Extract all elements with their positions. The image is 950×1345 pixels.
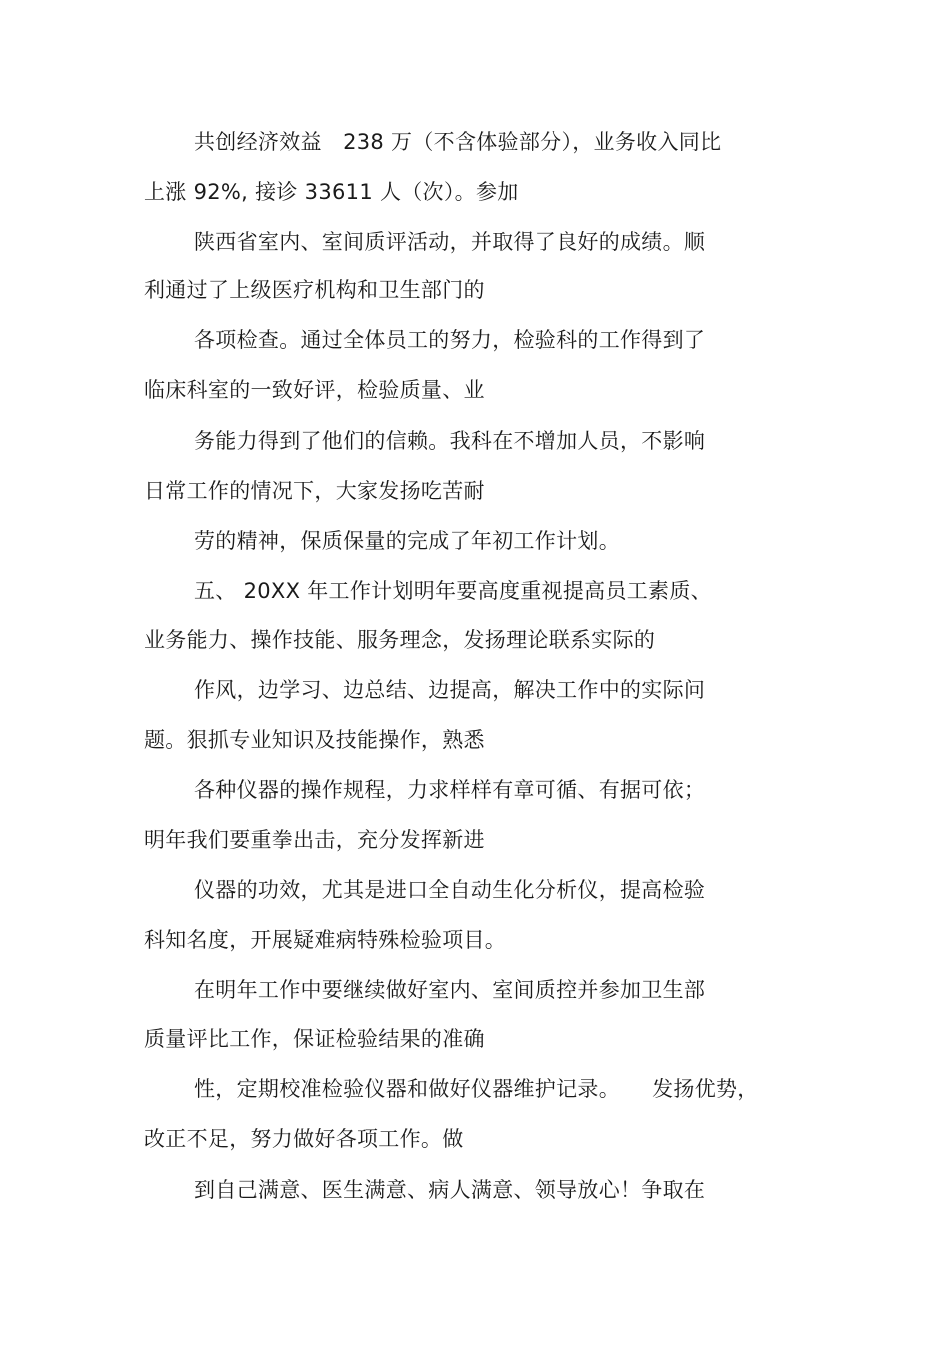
text-line-10: 五、 20XX 年工作计划明年要高度重视提高员工素质、 [194,579,712,603]
text-line-3: 陕西省室内、室间质评活动，并取得了良好的成绩。顺 [194,230,706,254]
text-line-20: 性，定期校准检验仪器和做好仪器维护记录。 发扬优势， [194,1077,759,1101]
text-line-5: 各项检查。通过全体员工的努力，检验科的工作得到了 [194,328,706,352]
text-line-15: 明年我们要重拳出击，充分发挥新进 [144,828,485,852]
text-line-19: 质量评比工作，保证检验结果的准确 [144,1027,485,1051]
text-line-17: 科知名度，开展疑难病特殊检验项目。 [144,928,507,952]
text-line-9: 劳的精神，保质保量的完成了年初工作计划。 [194,529,620,553]
text-line-16: 仪器的功效，尤其是进口全自动生化分析仪，提高检验 [194,878,706,902]
text-line-7: 务能力得到了他们的信赖。我科在不增加人员，不影响 [194,429,706,453]
text-line-18: 在明年工作中要继续做好室内、室间质控并参加卫生部 [194,978,706,1002]
text-line-22: 到自己满意、医生满意、病人满意、领导放心！争取在 [194,1178,706,1202]
text-line-14: 各种仪器的操作规程，力求样样有章可循、有据可依； [194,778,706,802]
text-line-21: 改正不足，努力做好各项工作。做 [144,1127,464,1151]
text-line-13: 题。狠抓专业知识及技能操作，熟悉 [144,728,485,752]
text-line-11: 业务能力、操作技能、服务理念，发扬理论联系实际的 [144,628,656,652]
text-line-4: 利通过了上级医疗机构和卫生部门的 [144,278,485,302]
text-line-1: 共创经济效益 238 万（不含体验部分），业务收入同比 [194,130,722,154]
text-line-12: 作风，边学习、边总结、边提高，解决工作中的实际问 [194,678,706,702]
text-line-8: 日常工作的情况下，大家发扬吃苦耐 [144,479,485,503]
text-line-2: 上涨 92%, 接诊 33611 人（次）。参加 [144,180,519,204]
text-line-6: 临床科室的一致好评，检验质量、业 [144,378,485,402]
